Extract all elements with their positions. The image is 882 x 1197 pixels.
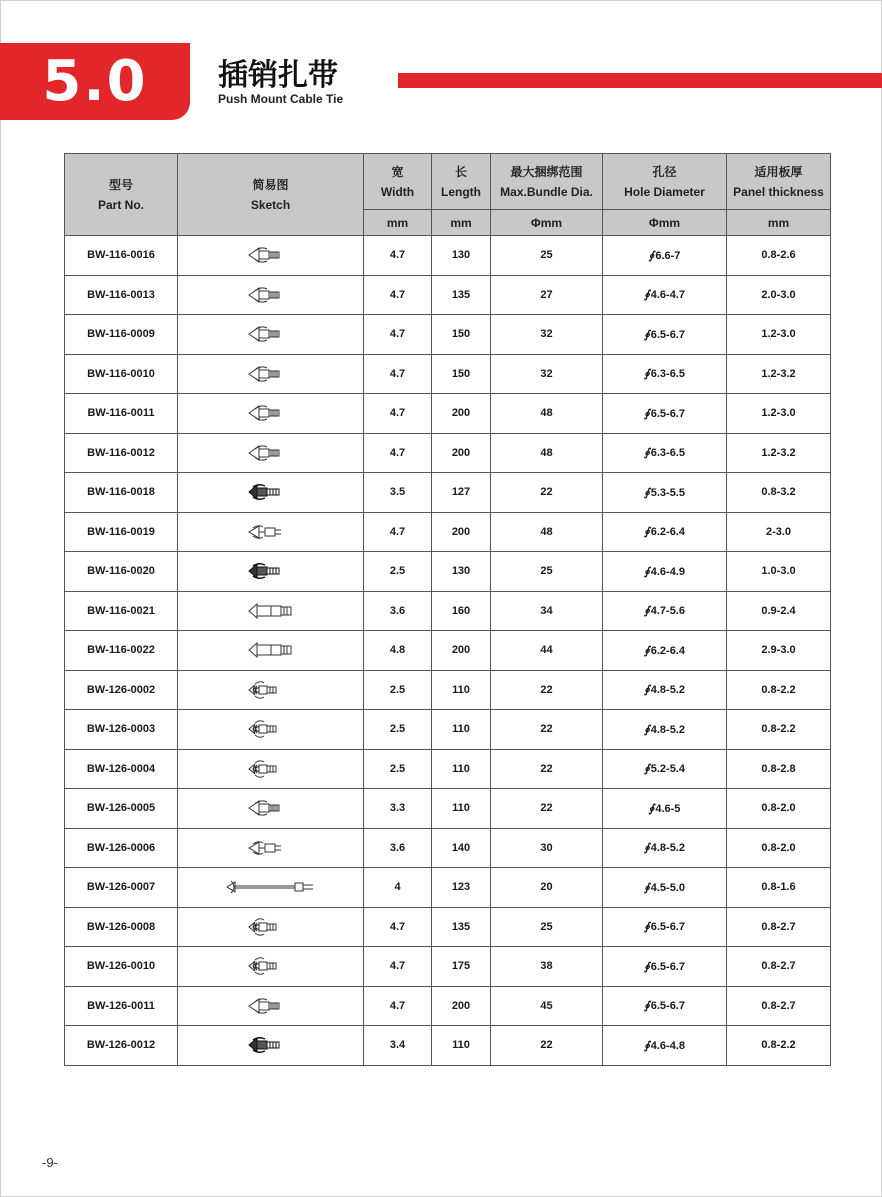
table-row [65,986,831,1026]
cell-length: 135 [432,275,491,315]
cell-panel-thickness: 0.8-2.2 [727,1026,831,1066]
hole-symbol: ∮ [644,526,650,539]
push-mount-tie-arrow-head-icon [247,403,295,423]
push-mount-tie-fir-tree-icon [247,956,295,976]
cell-width: 4.7 [364,236,432,276]
cell-max-bundle: 25 [491,236,603,276]
cell-width: 2.5 [364,710,432,750]
cell-sketch [178,591,364,631]
cell-max-bundle: 30 [491,828,603,868]
cell-sketch [178,354,364,394]
cell-width: 3.6 [364,591,432,631]
cell-panel-thickness: 1.2-3.2 [727,354,831,394]
cell-length: 140 [432,828,491,868]
cell-length: 110 [432,789,491,829]
cell-sketch [178,868,364,908]
hole-symbol: ∮ [644,605,650,618]
cell-hole-diameter [603,670,727,710]
cell-hole-diameter [603,986,727,1026]
col-cn: 长 [454,164,467,179]
hole-value: 4.6-4.7 [650,289,685,302]
push-mount-tie-fir-tree-icon [247,759,295,779]
cell-part-number: BW-126-0006 [65,828,178,868]
cell-hole-diameter [603,789,727,829]
hole-symbol: ∮ [644,960,650,973]
col-en: Panel thickness [733,184,824,199]
cell-part-number: BW-116-0019 [65,512,178,552]
cell-length: 130 [432,552,491,592]
cell-width: 3.3 [364,789,432,829]
cell-hole-diameter [603,947,727,987]
cell-length: 200 [432,631,491,671]
hole-value: 6.6-7 [655,249,681,262]
cell-part-number: BW-116-0011 [65,394,178,434]
hole-value: 4.6-4.8 [650,1039,685,1052]
push-mount-tie-arrow-head-icon [247,798,295,818]
cell-length: 175 [432,947,491,987]
col-en: Hole Diameter [624,184,705,199]
cell-max-bundle: 38 [491,947,603,987]
cell-part-number: BW-116-0016 [65,236,178,276]
col-cn: 型号 [108,177,133,192]
table-body [65,236,831,1066]
cell-part-number: BW-116-0020 [65,552,178,592]
cell-length: 130 [432,236,491,276]
cell-hole-diameter [603,354,727,394]
cell-hole-diameter [603,868,727,908]
cell-width: 2.5 [364,552,432,592]
hole-symbol: ∮ [648,249,655,262]
cell-length: 135 [432,907,491,947]
cell-hole-diameter [603,631,727,671]
cell-max-bundle: 45 [491,986,603,1026]
col-header-bundle [491,154,603,210]
cell-hole-diameter [603,749,727,789]
table-row [65,394,831,434]
cell-sketch [178,315,364,355]
hole-value: 4.8-5.2 [650,842,685,855]
cell-length: 200 [432,394,491,434]
push-mount-tie-fir-tree-icon [247,917,295,937]
cell-part-number: BW-116-0022 [65,631,178,671]
cell-max-bundle: 25 [491,552,603,592]
cell-part-number: BW-126-0005 [65,789,178,829]
cell-length: 150 [432,315,491,355]
col-header-sketch [178,154,364,236]
cell-width: 4 [364,868,432,908]
table-row [65,947,831,987]
cell-sketch [178,789,364,829]
unit-panel: mm [727,210,831,236]
hole-value: 6.2-6.4 [650,644,685,657]
table-row [65,789,831,829]
cell-sketch [178,986,364,1026]
hole-value: 6.5-6.7 [650,921,685,934]
cell-part-number: BW-116-0013 [65,275,178,315]
cell-hole-diameter [603,828,727,868]
table-row [65,354,831,394]
table-row [65,433,831,473]
cell-sketch [178,828,364,868]
table-row [65,591,831,631]
hole-value: 4.8-5.2 [650,684,685,697]
table-row [65,473,831,513]
push-mount-tie-dark-icon [247,482,295,502]
push-mount-tie-wide-icon [247,640,295,660]
hole-symbol: ∮ [644,447,650,460]
cell-max-bundle: 48 [491,512,603,552]
col-cn: 简易图 [252,177,289,192]
cell-width: 3.6 [364,828,432,868]
hole-symbol: ∮ [644,723,650,736]
cell-length: 160 [432,591,491,631]
cell-sketch [178,670,364,710]
cell-length: 150 [432,354,491,394]
cell-length: 110 [432,1026,491,1066]
cell-sketch [178,947,364,987]
cell-sketch [178,394,364,434]
table-row [65,710,831,750]
col-cn: 宽 [391,164,404,179]
hole-value: 5.2-5.4 [650,763,685,776]
cell-panel-thickness: 0.8-2.0 [727,828,831,868]
col-header-part [65,154,178,236]
cell-sketch [178,236,364,276]
cell-length: 127 [432,473,491,513]
unit-length: mm [432,210,491,236]
push-mount-tie-fir-tree-icon [247,680,295,700]
table-row [65,275,831,315]
cell-part-number: BW-126-0008 [65,907,178,947]
cell-hole-diameter [603,433,727,473]
hole-value: 5.3-5.5 [650,486,685,499]
cell-max-bundle: 22 [491,749,603,789]
cell-max-bundle: 22 [491,473,603,513]
cell-hole-diameter [603,710,727,750]
cell-panel-thickness: 0.8-2.6 [727,236,831,276]
hole-value: 4.7-5.6 [650,605,685,618]
col-cn: 最大捆绑范围 [510,164,583,179]
cell-sketch [178,512,364,552]
hole-value: 4.6-5 [655,802,681,815]
cell-panel-thickness: 1.0-3.0 [727,552,831,592]
table-row [65,1026,831,1066]
cell-max-bundle: 22 [491,789,603,829]
cell-part-number: BW-116-0009 [65,315,178,355]
cell-panel-thickness: 2.9-3.0 [727,631,831,671]
cell-sketch [178,631,364,671]
col-header-hole [603,154,727,210]
cell-width: 4.7 [364,512,432,552]
cell-panel-thickness: 0.9-2.4 [727,591,831,631]
cell-part-number: BW-126-0010 [65,947,178,987]
hole-symbol: ∮ [644,407,650,420]
cell-hole-diameter [603,275,727,315]
cell-hole-diameter [603,552,727,592]
hole-value: 6.5-6.7 [650,407,685,420]
hole-symbol: ∮ [644,289,650,302]
hole-symbol: ∮ [644,644,650,657]
cell-max-bundle: 34 [491,591,603,631]
title-accent-bar [398,73,882,88]
cell-part-number: BW-126-0002 [65,670,178,710]
cell-sketch [178,275,364,315]
cell-length: 200 [432,986,491,1026]
push-mount-tie-arrow-head-icon [247,996,295,1016]
unit-width: mm [364,210,432,236]
cell-width: 4.7 [364,986,432,1026]
push-mount-tie-simple-icon [247,522,295,542]
hole-value: 6.3-6.5 [650,447,685,460]
cell-width: 4.7 [364,315,432,355]
col-en: Max.Bundle Dia. [500,184,593,199]
cell-part-number: BW-116-0012 [65,433,178,473]
cell-max-bundle: 32 [491,315,603,355]
hole-value: 6.5-6.7 [650,960,685,973]
cell-width: 2.5 [364,749,432,789]
page-title-cn: 插销扎带 [218,58,338,93]
cell-panel-thickness: 1.2-3.0 [727,394,831,434]
cell-part-number: BW-116-0018 [65,473,178,513]
cell-panel-thickness: 0.8-2.7 [727,947,831,987]
cell-panel-thickness: 0.8-2.7 [727,907,831,947]
cell-length: 123 [432,868,491,908]
cell-panel-thickness: 1.2-3.2 [727,433,831,473]
push-mount-tie-arrow-head-icon [247,324,295,344]
cell-max-bundle: 32 [491,354,603,394]
col-cn: 孔径 [652,164,677,179]
push-mount-tie-arrow-head-icon [247,285,295,305]
spec-table [64,153,831,1066]
hole-symbol: ∮ [644,921,650,934]
cell-sketch [178,1026,364,1066]
cell-hole-diameter [603,1026,727,1066]
header-row [65,154,831,210]
hole-symbol: ∮ [644,565,650,578]
cell-width: 3.5 [364,473,432,513]
cell-panel-thickness: 0.8-2.8 [727,749,831,789]
table-row [65,236,831,276]
hole-symbol: ∮ [644,1000,650,1013]
cell-hole-diameter [603,315,727,355]
cell-width: 4.7 [364,907,432,947]
cell-part-number: BW-126-0007 [65,868,178,908]
cell-max-bundle: 25 [491,907,603,947]
hole-symbol: ∮ [648,802,655,815]
page-title-en: Push Mount Cable Tie [218,92,344,106]
table-row [65,907,831,947]
cell-width: 4.7 [364,275,432,315]
cell-sketch [178,907,364,947]
hole-value: 4.5-5.0 [650,881,685,894]
hole-symbol: ∮ [644,1039,650,1052]
col-header-panel [727,154,831,210]
cell-panel-thickness: 1.2-3.0 [727,315,831,355]
push-mount-tie-simple-icon [247,838,295,858]
cell-length: 200 [432,512,491,552]
hole-value: 6.2-6.4 [650,526,685,539]
push-mount-tie-arrow-head-icon [247,245,295,265]
cell-part-number: BW-126-0012 [65,1026,178,1066]
cell-max-bundle: 48 [491,394,603,434]
col-header-width [364,154,432,210]
hole-symbol: ∮ [644,881,650,894]
cell-panel-thickness: 2-3.0 [727,512,831,552]
push-mount-tie-dark-icon [247,1035,295,1055]
cell-hole-diameter [603,512,727,552]
page-number: -9- [42,1155,58,1170]
cell-max-bundle: 22 [491,1026,603,1066]
hole-value: 6.3-6.5 [650,368,685,381]
table-row [65,315,831,355]
cell-width: 2.5 [364,670,432,710]
hole-symbol: ∮ [644,368,650,381]
table-row [65,512,831,552]
cell-part-number: BW-116-0021 [65,591,178,631]
col-en: Width [380,184,415,199]
table-row [65,670,831,710]
hole-value: 6.5-6.7 [650,1000,685,1013]
cell-max-bundle: 27 [491,275,603,315]
hole-symbol: ∮ [644,684,650,697]
cell-length: 200 [432,433,491,473]
cell-width: 4.7 [364,354,432,394]
cell-panel-thickness: 0.8-2.0 [727,789,831,829]
table-row [65,631,831,671]
hole-symbol: ∮ [644,328,650,341]
hole-symbol: ∮ [644,486,650,499]
cell-sketch [178,552,364,592]
cell-panel-thickness: 2.0-3.0 [727,275,831,315]
cell-hole-diameter [603,591,727,631]
cell-width: 4.7 [364,433,432,473]
cell-hole-diameter [603,907,727,947]
hole-symbol: ∮ [644,763,650,776]
cell-width: 4.7 [364,394,432,434]
cell-sketch [178,433,364,473]
unit-bundle: Φmm [491,210,603,236]
push-mount-tie-wide-icon [247,601,295,621]
cell-part-number: BW-116-0010 [65,354,178,394]
col-en: Part No. [97,197,144,212]
cell-length: 110 [432,749,491,789]
cell-max-bundle: 22 [491,670,603,710]
col-en: Length [441,184,481,199]
hole-symbol: ∮ [644,842,650,855]
col-header-length [432,154,491,210]
push-mount-tie-arrow-head-icon [247,364,295,384]
table-row [65,749,831,789]
cell-width: 4.7 [364,947,432,987]
unit-hole: Φmm [603,210,727,236]
hole-value: 4.8-5.2 [650,723,685,736]
cell-part-number: BW-126-0003 [65,710,178,750]
cell-panel-thickness: 0.8-1.6 [727,868,831,908]
col-en: Sketch [250,197,291,212]
cell-sketch [178,473,364,513]
table-row [65,868,831,908]
cell-panel-thickness: 0.8-2.2 [727,710,831,750]
hole-value: 4.6-4.9 [650,565,685,578]
cell-hole-diameter [603,473,727,513]
cell-width: 3.4 [364,1026,432,1066]
table-row [65,828,831,868]
cell-max-bundle: 20 [491,868,603,908]
push-mount-tie-long-icon [225,877,317,897]
cell-part-number: BW-126-0011 [65,986,178,1026]
push-mount-tie-fir-tree-icon [247,719,295,739]
cell-max-bundle: 44 [491,631,603,671]
cell-length: 110 [432,670,491,710]
cell-sketch [178,710,364,750]
hole-value: 6.5-6.7 [650,328,685,341]
col-cn: 适用板厚 [754,164,803,179]
push-mount-tie-arrow-head-icon [247,443,295,463]
cell-panel-thickness: 0.8-3.2 [727,473,831,513]
section-number-badge: 5.0 [0,43,190,120]
cell-width: 4.8 [364,631,432,671]
cell-panel-thickness: 0.8-2.7 [727,986,831,1026]
cell-hole-diameter [603,236,727,276]
cell-length: 110 [432,710,491,750]
push-mount-tie-dark-icon [247,561,295,581]
cell-part-number: BW-126-0004 [65,749,178,789]
cell-hole-diameter [603,394,727,434]
cell-max-bundle: 48 [491,433,603,473]
cell-max-bundle: 22 [491,710,603,750]
cell-panel-thickness: 0.8-2.2 [727,670,831,710]
cell-sketch [178,749,364,789]
table-row [65,552,831,592]
